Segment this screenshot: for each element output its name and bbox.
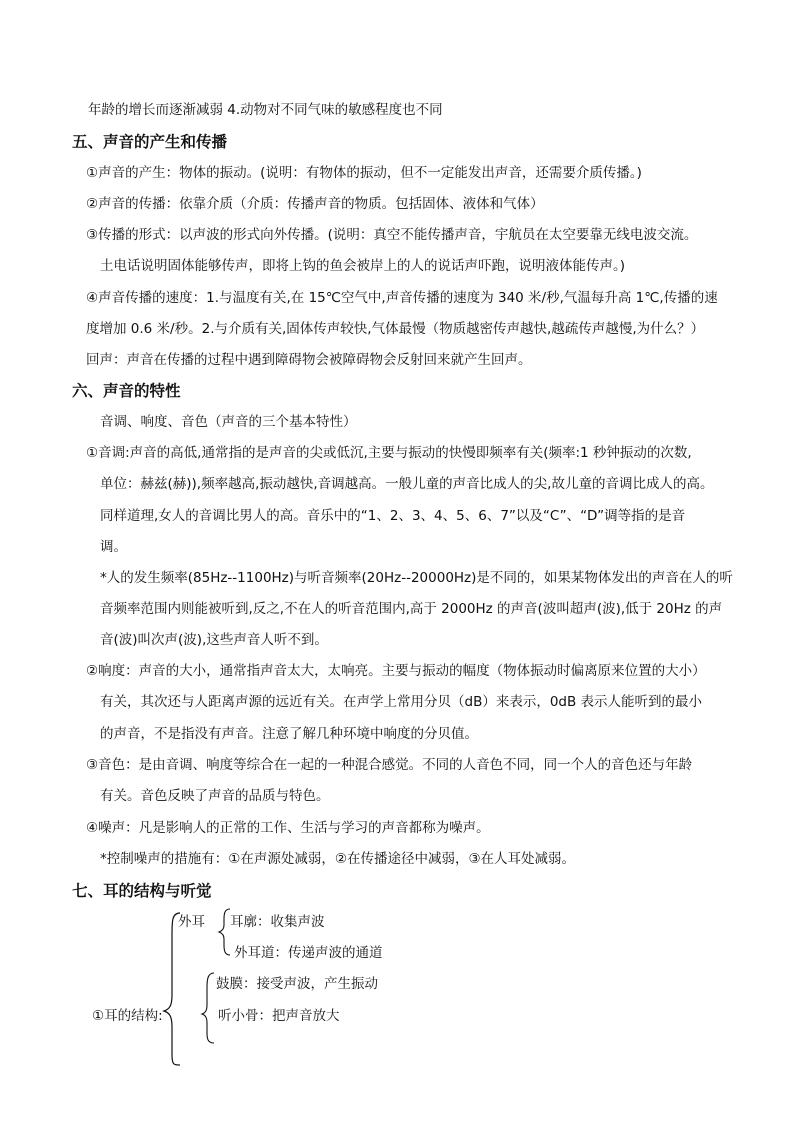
section-6-line: ①音调:声音的高低,通常指的是声音的尖或低沉,主要与振动的快慢即频率有关(频率:1 秒钟振动的次数, (86, 445, 692, 461)
section-6-line: 音频率范围内则能被听到,反之,不在人的听音范围内,高于 2000Hz 的声音(波叫超声(波),低于 20Hz 的声 (100, 601, 723, 617)
section-6-line: 调。 (100, 539, 127, 555)
section-6-line: *人的发生频率(85Hz--1100Hz)与听音频率(20Hz--20000Hz)是不同的，如果某物体发出的声音在人的听 (100, 570, 733, 586)
section-6-line: ②响度：声音的大小，通常指声音太大，太响亮。主要与振动的幅度（物体振动时偏离原来位置的大小） (86, 663, 706, 679)
section-6-line: ③音色：是由音调、响度等综合在一起的一种混合感觉。不同的人音色不同，同一个人的音色还与年龄 (86, 757, 693, 773)
section-6-line: 有关，其次还与人距离声源的远近有关。在声学上常用分贝（dB）来表示，0dB 表示人能听到的最小 (100, 694, 703, 710)
section-6-heading: 六、声音的特性 (72, 382, 181, 400)
section-6-line: 音(波)叫次声(波),这些声音人听不到。 (100, 632, 328, 648)
section-5-heading: 五、声音的产生和传播 (72, 133, 228, 151)
continuation-line: 年龄的增长而逐渐减弱 4.动物对不同气味的敏感程度也不同 (88, 102, 443, 118)
section-5-line: 土电话说明固体能够传声，即将上钩的鱼会被岸上的人的说话声吓跑，说明液体能传声。) (100, 258, 626, 274)
section-6-line: 音调、响度、音色（声音的三个基本特性） (100, 414, 357, 430)
section-5-line: ④声音传播的速度：1.与温度有关,在 15℃空气中,声音传播的速度为 340 米/秒,气温每升高 1℃,传播的速 (86, 290, 718, 306)
ear-structure-diagram (80, 905, 500, 1070)
section-6-line: 有关。音色反映了声音的品质与特色。 (100, 788, 330, 804)
middle-ear-brace (202, 973, 214, 1043)
section-6-line: 单位：赫兹(赫)),频率越高,振动越快,音调越高。一般儿童的声音比成人的尖,故儿童的音调比成人的高。 (100, 476, 714, 492)
section-6-line: ④噪声：凡是影响人的正常的工作、生活与学习的声音都称为噪声。 (86, 820, 490, 836)
outer-ear-brace (219, 909, 230, 955)
auricle-label: 耳廓：收集声波 (230, 914, 325, 930)
ossicles-label: 听小骨：把声音放大 (218, 1008, 340, 1024)
section-5-line: ①声音的产生：物体的振动。(说明：有物体的振动，但不一定能发出声音，还需要介质传播。) (86, 165, 642, 181)
section-5-line: 回声：声音在传播的过程中遇到障碍物会被障碍物会反射回来就产生回声。 (86, 352, 532, 368)
section-6-line: 同样道理,女人的音调比男人的高。音乐中的“1、2、3、4、5、6、7”以及“C”、“D”调等指的是音 (100, 508, 686, 524)
eardrum-label: 鼓膜：接受声波，产生振动 (216, 976, 378, 992)
section-6-line: *控制噪声的措施有：①在声源处减弱，②在传播途径中减弱，③在人耳处减弱。 (100, 851, 576, 867)
ear-structure-label: ①耳的结构: (92, 1008, 163, 1024)
main-brace (164, 913, 180, 1065)
ear-canal-label: 外耳道：传递声波的通道 (234, 945, 383, 961)
outer-ear-label: 外耳 (178, 914, 205, 930)
section-7-heading: 七、耳的结构与听觉 (72, 882, 212, 900)
section-5-line: ②声音的传播：依靠介质（介质：传播声音的物质。包括固体、液体和气体） (86, 196, 544, 212)
section-6-line: 的声音，不是指没有声音。注意了解几种环境中响度的分贝值。 (100, 726, 478, 742)
section-5-line: ③传播的形式：以声波的形式向外传播。(说明：真空不能传播声音，宇航员在太空要靠无线电波交流。 (86, 227, 698, 243)
section-5-line: 度增加 0.6 米/秒。2.与介质有关,固体传声较快,气体最慢（物质越密传声越快,越疏传声越慢,为什么？） (86, 321, 705, 337)
